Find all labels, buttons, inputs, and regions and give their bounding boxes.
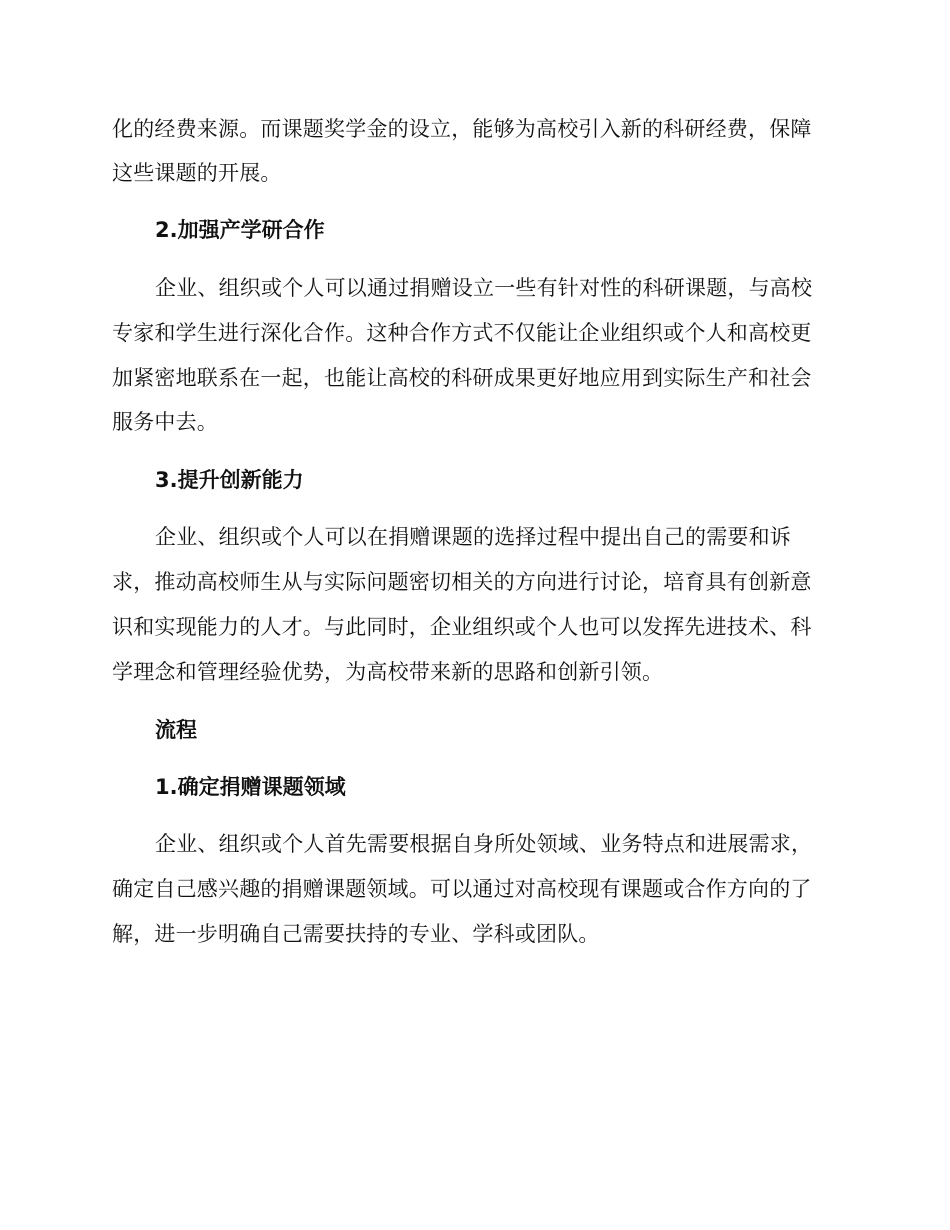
paragraph-line: 解，进一步明确自己需要扶持的专业、学科或团队。 <box>112 922 600 946</box>
paragraph-line: 企业、组织或个人首先需要根据自身所处领域、业务特点和进展需求， <box>155 832 813 856</box>
paragraph-line: 企业、组织或个人可以通过捐赠设立一些有针对性的科研课题，与高校 <box>155 276 813 300</box>
paragraph-line: 企业、组织或个人可以在捐赠课题的选择过程中提出自己的需要和诉 <box>155 525 791 549</box>
paragraph-line: 识和实现能力的人才。与此同时，企业组织或个人也可以发挥先进技术、科 <box>112 615 812 639</box>
paragraph-line: 确定自己感兴趣的捐赠课题领域。可以通过对高校现有课题或合作方向的了 <box>112 877 812 901</box>
paragraph-line: 加紧密地联系在一起，也能让高校的科研成果更好地应用到实际生产和社会 <box>112 366 812 390</box>
paragraph-line: 这些课题的开展。 <box>112 161 282 185</box>
section-heading-innovation: 3.提升创新能力 <box>155 468 304 492</box>
paragraph-line: 专家和学生进行深化合作。这种合作方式不仅能让企业组织或个人和高校更 <box>112 321 812 345</box>
paragraph-line: 学理念和管理经验优势，为高校带来新的思路和创新引领。 <box>112 660 664 684</box>
paragraph-line: 化的经费来源。而课题奖学金的设立，能够为高校引入新的科研经费，保障 <box>112 117 812 141</box>
paragraph-line: 求，推动高校师生从与实际问题密切相关的方向进行讨论，培育具有创新意 <box>112 570 812 594</box>
paragraph-line: 服务中去。 <box>112 410 218 434</box>
section-heading-step-1: 1.确定捐赠课题领域 <box>155 775 346 799</box>
section-heading-process: 流程 <box>155 718 197 742</box>
section-heading-industry-cooperation: 2.加强产学研合作 <box>155 218 325 242</box>
